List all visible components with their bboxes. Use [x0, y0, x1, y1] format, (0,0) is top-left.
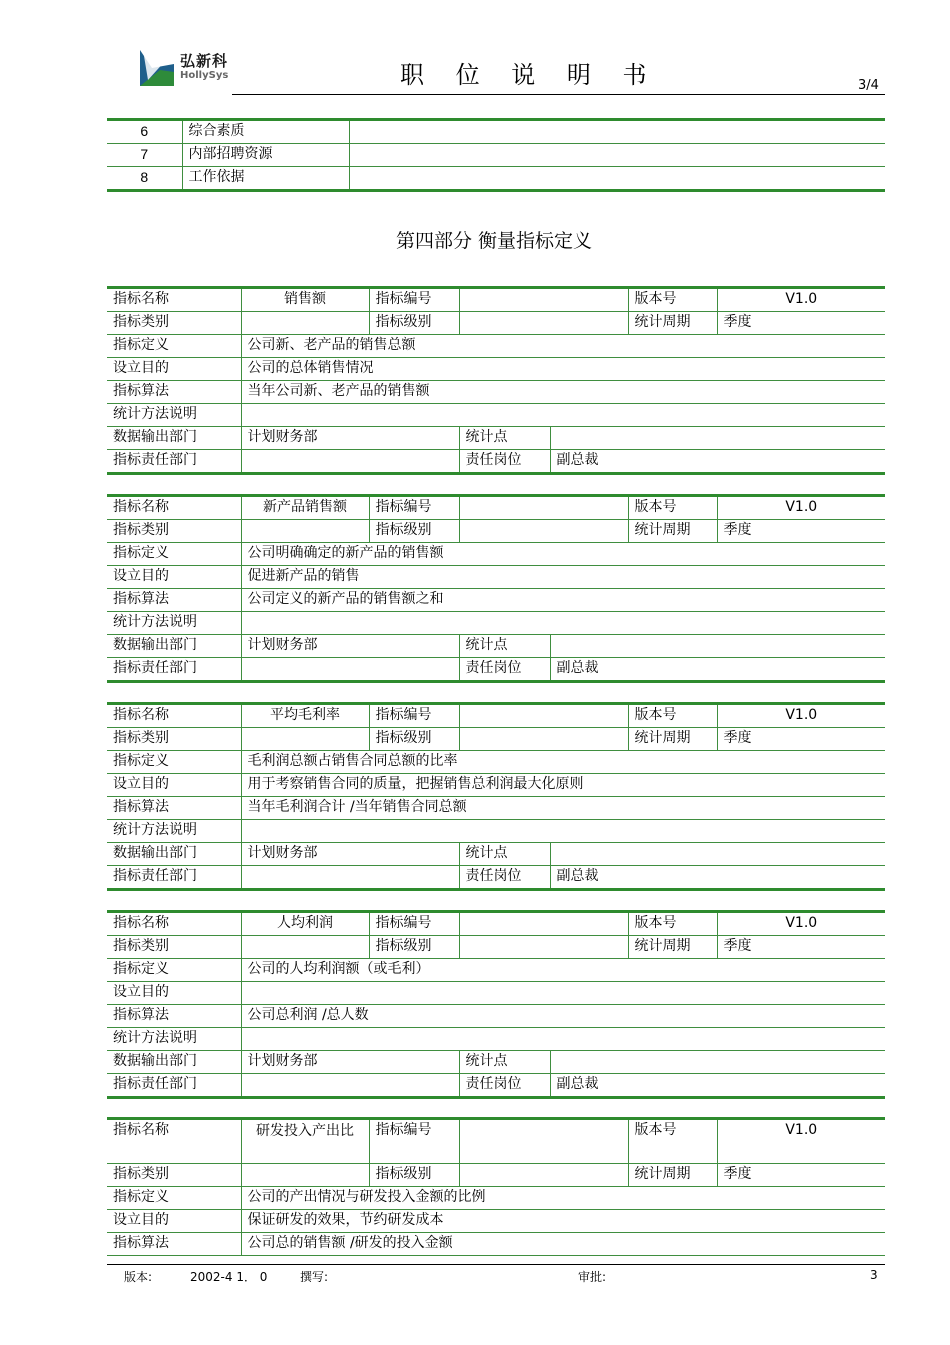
label-stat-point: 统计点 — [459, 843, 550, 866]
label-stat-point: 统计点 — [459, 427, 550, 450]
label-resp-dept: 指标责任部门 — [107, 658, 241, 682]
label-level: 指标级别 — [369, 312, 459, 335]
indicator-resp-dept — [241, 866, 459, 890]
label-version: 版本号 — [628, 496, 717, 520]
indicator-table-sales — [107, 286, 885, 475]
table-row — [107, 167, 885, 191]
footer-version-value: 2002-4 1． 0 — [190, 1270, 268, 1284]
table-row — [107, 912, 885, 936]
indicator-algorithm: 当年公司新、老产品的销售额 — [241, 381, 885, 404]
table-row — [107, 120, 885, 144]
table-row — [107, 843, 885, 866]
label-output-dept: 数据输出部门 — [107, 635, 241, 658]
indicator-category — [241, 312, 369, 335]
footer-approve-label: 审批: — [578, 1270, 607, 1284]
indicator-version: V1.0 — [717, 912, 885, 936]
row-number: 8 — [107, 167, 182, 191]
indicator-level — [459, 728, 628, 751]
table-row — [107, 496, 885, 520]
label-category: 指标类别 — [107, 728, 241, 751]
label-output-dept: 数据输出部门 — [107, 843, 241, 866]
label-purpose: 设立目的 — [107, 982, 241, 1005]
indicator-name: 销售额 — [241, 288, 369, 312]
label-resp-post: 责任岗位 — [459, 450, 550, 474]
indicator-method — [241, 1028, 885, 1051]
table-row — [107, 1210, 885, 1233]
table-row — [107, 820, 885, 843]
label-stat-point: 统计点 — [459, 1051, 550, 1074]
table-row — [107, 866, 885, 890]
label-resp-dept: 指标责任部门 — [107, 1074, 241, 1098]
label-version: 版本号 — [628, 912, 717, 936]
indicator-version: V1.0 — [717, 1119, 885, 1164]
indicator-definition: 公司新、老产品的销售总额 — [241, 335, 885, 358]
indicator-method — [241, 404, 885, 427]
table-row — [107, 635, 885, 658]
footer-page-number: 3 — [870, 1268, 878, 1282]
indicator-code — [459, 704, 628, 728]
table-row — [107, 1005, 885, 1028]
label-algorithm: 指标算法 — [107, 589, 241, 612]
indicator-period: 季度 — [717, 728, 885, 751]
row-label: 内部招聘资源 — [182, 144, 349, 167]
label-resp-post: 责任岗位 — [459, 658, 550, 682]
label-resp-post: 责任岗位 — [459, 1074, 550, 1098]
label-resp-post: 责任岗位 — [459, 866, 550, 890]
label-level: 指标级别 — [369, 520, 459, 543]
label-code: 指标编号 — [369, 496, 459, 520]
indicator-category — [241, 936, 369, 959]
table-row — [107, 358, 885, 381]
table-row — [107, 1187, 885, 1210]
table-row — [107, 612, 885, 635]
label-version: 版本号 — [628, 1119, 717, 1164]
label-period: 统计周期 — [628, 936, 717, 959]
indicator-category — [241, 728, 369, 751]
indicator-resp-post: 副总裁 — [550, 866, 885, 890]
table-row — [107, 936, 885, 959]
table-row — [107, 450, 885, 474]
indicator-level — [459, 936, 628, 959]
table-row — [107, 427, 885, 450]
label-name: 指标名称 — [107, 912, 241, 936]
indicator-purpose: 保证研发的效果，节约研发成本 — [241, 1210, 885, 1233]
label-definition: 指标定义 — [107, 751, 241, 774]
indicator-method — [241, 820, 885, 843]
label-period: 统计周期 — [628, 520, 717, 543]
indicator-resp-dept — [241, 1074, 459, 1098]
header-page-number: 3/4 — [858, 78, 879, 93]
label-version: 版本号 — [628, 704, 717, 728]
label-level: 指标级别 — [369, 936, 459, 959]
label-category: 指标类别 — [107, 936, 241, 959]
label-algorithm: 指标算法 — [107, 381, 241, 404]
logo-text-en: HollySys — [180, 70, 229, 81]
header-rule — [232, 94, 885, 95]
row-number: 7 — [107, 144, 182, 167]
table-row — [107, 1028, 885, 1051]
label-purpose: 设立目的 — [107, 358, 241, 381]
indicator-definition: 公司明确确定的新产品的销售额 — [241, 543, 885, 566]
indicator-algorithm: 公司定义的新产品的销售额之和 — [241, 589, 885, 612]
table-row — [107, 335, 885, 358]
company-logo — [140, 50, 232, 88]
table-row — [107, 1233, 885, 1256]
label-name: 指标名称 — [107, 288, 241, 312]
indicator-purpose — [241, 982, 885, 1005]
indicator-output-dept: 计划财务部 — [241, 427, 459, 450]
table-row — [107, 774, 885, 797]
indicator-purpose: 公司的总体销售情况 — [241, 358, 885, 381]
label-name: 指标名称 — [107, 496, 241, 520]
logo-text-cn: 弘新科 — [180, 52, 229, 70]
table-row — [107, 543, 885, 566]
label-method: 统计方法说明 — [107, 612, 241, 635]
indicator-level — [459, 1164, 628, 1187]
label-algorithm: 指标算法 — [107, 797, 241, 820]
indicator-table-gross-margin — [107, 702, 885, 891]
indicator-table-new-product-sales — [107, 494, 885, 683]
indicator-category — [241, 520, 369, 543]
indicator-period: 季度 — [717, 1164, 885, 1187]
indicator-algorithm: 公司总利润 /总人数 — [241, 1005, 885, 1028]
label-name: 指标名称 — [107, 704, 241, 728]
table-row — [107, 566, 885, 589]
requirements-rows — [107, 120, 885, 191]
label-stat-point: 统计点 — [459, 635, 550, 658]
label-level: 指标级别 — [369, 1164, 459, 1187]
indicator-algorithm: 公司总的销售额 /研发的投入金额 — [241, 1233, 885, 1256]
footer-rule — [107, 1264, 885, 1265]
label-code: 指标编号 — [369, 912, 459, 936]
indicator-table-rd-ratio — [107, 1117, 885, 1256]
row-value — [349, 167, 885, 191]
label-purpose: 设立目的 — [107, 1210, 241, 1233]
indicator-resp-dept — [241, 658, 459, 682]
label-definition: 指标定义 — [107, 1187, 241, 1210]
indicator-name: 研发投入产出比 — [241, 1119, 369, 1164]
indicator-definition: 毛利润总额占销售合同总额的比率 — [241, 751, 885, 774]
indicator-purpose: 用于考察销售合同的质量，把握销售总利润最大化原则 — [241, 774, 885, 797]
label-output-dept: 数据输出部门 — [107, 1051, 241, 1074]
indicator-stat-point — [550, 1051, 885, 1074]
label-method: 统计方法说明 — [107, 820, 241, 843]
table-row — [107, 751, 885, 774]
table-row — [107, 658, 885, 682]
table-row — [107, 288, 885, 312]
indicator-name: 人均利润 — [241, 912, 369, 936]
indicator-code — [459, 496, 628, 520]
indicator-level — [459, 312, 628, 335]
indicator-version: V1.0 — [717, 704, 885, 728]
requirements-table — [107, 118, 885, 192]
indicator-stat-point — [550, 427, 885, 450]
indicator-resp-post: 副总裁 — [550, 450, 885, 474]
indicator-output-dept: 计划财务部 — [241, 843, 459, 866]
indicator-algorithm: 当年毛利润合计 /当年销售合同总额 — [241, 797, 885, 820]
table-row — [107, 959, 885, 982]
table-row — [107, 797, 885, 820]
table-row — [107, 704, 885, 728]
indicator-purpose: 促进新产品的销售 — [241, 566, 885, 589]
label-category: 指标类别 — [107, 1164, 241, 1187]
label-method: 统计方法说明 — [107, 404, 241, 427]
indicator-output-dept: 计划财务部 — [241, 635, 459, 658]
label-period: 统计周期 — [628, 1164, 717, 1187]
table-row — [107, 312, 885, 335]
label-output-dept: 数据输出部门 — [107, 427, 241, 450]
table-row — [107, 1119, 885, 1164]
label-code: 指标编号 — [369, 704, 459, 728]
table-row — [107, 381, 885, 404]
indicator-code — [459, 912, 628, 936]
table-row — [107, 1074, 885, 1098]
label-name: 指标名称 — [107, 1119, 241, 1164]
table-row — [107, 728, 885, 751]
indicator-name: 平均毛利率 — [241, 704, 369, 728]
indicator-period: 季度 — [717, 936, 885, 959]
label-level: 指标级别 — [369, 728, 459, 751]
table-row — [107, 1051, 885, 1074]
indicator-stat-point — [550, 635, 885, 658]
indicator-code — [459, 1119, 628, 1164]
label-resp-dept: 指标责任部门 — [107, 450, 241, 474]
indicator-name: 新产品销售额 — [241, 496, 369, 520]
label-period: 统计周期 — [628, 728, 717, 751]
indicator-table-profit-per-capita — [107, 910, 885, 1099]
indicator-period: 季度 — [717, 312, 885, 335]
row-value — [349, 120, 885, 144]
label-method: 统计方法说明 — [107, 1028, 241, 1051]
label-version: 版本号 — [628, 288, 717, 312]
label-purpose: 设立目的 — [107, 774, 241, 797]
label-definition: 指标定义 — [107, 543, 241, 566]
label-period: 统计周期 — [628, 312, 717, 335]
table-row — [107, 982, 885, 1005]
table-row — [107, 589, 885, 612]
indicator-resp-post: 副总裁 — [550, 1074, 885, 1098]
row-label: 工作依据 — [182, 167, 349, 191]
logo-mark-icon — [140, 50, 174, 86]
indicator-version: V1.0 — [717, 496, 885, 520]
row-label: 综合素质 — [182, 120, 349, 144]
label-resp-dept: 指标责任部门 — [107, 866, 241, 890]
label-definition: 指标定义 — [107, 959, 241, 982]
indicator-definition: 公司的人均利润额（或毛利） — [241, 959, 885, 982]
indicator-resp-dept — [241, 450, 459, 474]
label-code: 指标编号 — [369, 288, 459, 312]
table-row — [107, 404, 885, 427]
indicator-output-dept: 计划财务部 — [241, 1051, 459, 1074]
indicator-period: 季度 — [717, 520, 885, 543]
label-algorithm: 指标算法 — [107, 1005, 241, 1028]
label-definition: 指标定义 — [107, 335, 241, 358]
label-purpose: 设立目的 — [107, 566, 241, 589]
label-code: 指标编号 — [369, 1119, 459, 1164]
indicator-version: V1.0 — [717, 288, 885, 312]
label-category: 指标类别 — [107, 312, 241, 335]
indicator-method — [241, 612, 885, 635]
footer-author-label: 撰写: — [300, 1270, 329, 1284]
indicator-category — [241, 1164, 369, 1187]
indicator-definition: 公司的产出情况与研发投入金额的比例 — [241, 1187, 885, 1210]
row-number: 6 — [107, 120, 182, 144]
indicator-level — [459, 520, 628, 543]
row-value — [349, 144, 885, 167]
section-title: 第四部分 衡量指标定义 — [395, 230, 593, 252]
table-row — [107, 520, 885, 543]
document-title: 职 位 说 明 书 — [400, 61, 659, 89]
table-row — [107, 1164, 885, 1187]
footer-version-label: 版本: — [124, 1270, 153, 1284]
label-algorithm: 指标算法 — [107, 1233, 241, 1256]
table-row — [107, 144, 885, 167]
indicator-stat-point — [550, 843, 885, 866]
indicator-resp-post: 副总裁 — [550, 658, 885, 682]
indicator-code — [459, 288, 628, 312]
label-category: 指标类别 — [107, 520, 241, 543]
